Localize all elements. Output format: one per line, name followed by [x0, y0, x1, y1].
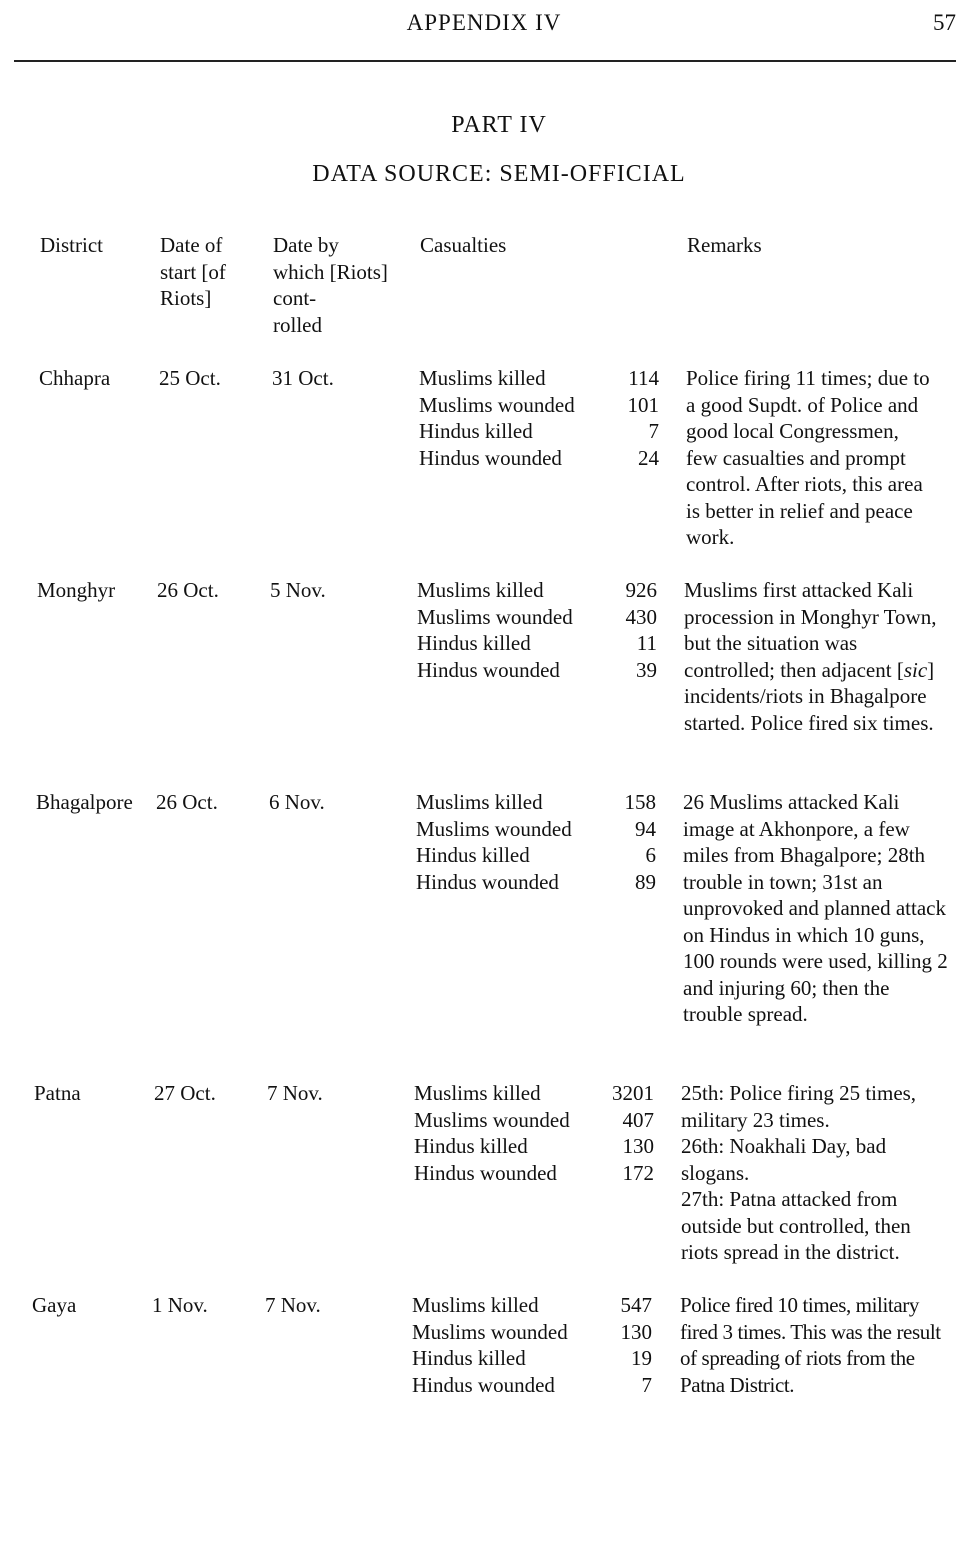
casualty-count: 11	[636, 631, 657, 655]
casualty-label: Hindus wounded	[412, 1372, 555, 1397]
casualty-label: Muslims wounded	[414, 1107, 570, 1132]
start-date-cell: 1 Nov.	[152, 1293, 208, 1317]
casualty-item	[417, 604, 657, 631]
casualty-label: Hindus killed	[412, 1346, 526, 1370]
casualty-item	[417, 577, 657, 604]
casualty-item	[419, 392, 659, 419]
casualty-item	[417, 630, 657, 657]
casualty-item	[416, 789, 656, 816]
part-title: PART IV	[451, 112, 547, 138]
district-cell: Patna	[34, 1081, 81, 1105]
casualty-label: Muslims killed	[417, 578, 544, 602]
casualty-count: 172	[622, 1160, 654, 1185]
casualty-item	[412, 1372, 652, 1399]
district-cell: Bhagalpore	[36, 790, 133, 814]
controlled-date-cell: 31 Oct.	[272, 366, 334, 390]
casualty-label: Muslims killed	[419, 366, 546, 390]
casualty-count: 114	[628, 366, 659, 390]
start-date-cell: 27 Oct.	[154, 1081, 216, 1105]
casualty-label: Hindus wounded	[416, 869, 559, 894]
casualty-count: 24	[638, 445, 659, 470]
casualties-list	[412, 1292, 652, 1398]
page-number: 57	[933, 10, 956, 35]
casualty-count: 430	[625, 604, 657, 629]
casualty-label: Hindus wounded	[417, 657, 560, 682]
remarks-cell	[681, 1080, 951, 1266]
casualty-count: 89	[635, 869, 656, 894]
casualty-label: Muslims killed	[412, 1293, 539, 1317]
casualty-label: Muslims killed	[416, 790, 543, 814]
casualty-item	[416, 816, 656, 843]
casualty-count: 407	[622, 1107, 654, 1132]
remarks-cell: 26 Muslims attacked Kali image at Akhonpore, a few miles from Bhagalpore; 28th trouble in town; 31st an unprovoked and planned attack on Hindus in which 10 guns, 100 rounds were used, killing 2 and injuring 60; then the trouble spread.	[683, 790, 948, 1026]
casualty-item	[419, 418, 659, 445]
casualty-count: 7	[641, 1372, 652, 1397]
start-date-cell: 26 Oct.	[157, 578, 219, 602]
casualty-item	[414, 1133, 654, 1160]
casualty-count: 547	[620, 1293, 652, 1317]
start-date-cell: 25 Oct.	[159, 366, 221, 390]
controlled-date-cell: 6 Nov.	[269, 790, 325, 814]
remarks-text: ] incidents/riots in Bhagalpore started. Police fired six times.	[684, 657, 935, 735]
casualty-item	[414, 1080, 654, 1107]
casualty-label: Hindus killed	[419, 419, 533, 443]
remarks-line: 27th: Patna attacked from outside but controlled, then riots spread in the district.	[681, 1187, 911, 1264]
start-date-cell: 26 Oct.	[156, 790, 218, 814]
casualty-label: Muslims wounded	[416, 816, 572, 841]
column-header-remarks: Remarks	[687, 233, 762, 257]
casualty-item	[414, 1107, 654, 1134]
casualty-count: 39	[636, 657, 657, 682]
remarks-cell	[684, 577, 949, 736]
controlled-date-cell: 5 Nov.	[270, 578, 326, 602]
casualty-count: 6	[645, 843, 656, 867]
casualty-count: 19	[631, 1346, 652, 1370]
district-cell: Gaya	[32, 1293, 77, 1317]
source-title: DATA SOURCE: SEMI-OFFICIAL	[312, 161, 686, 187]
remarks-line: 25th: Police firing 25 times, military 23 times.	[681, 1081, 917, 1132]
casualty-count: 3201	[612, 1081, 654, 1105]
district-cell: Monghyr	[37, 578, 116, 602]
controlled-date-cell: 7 Nov.	[265, 1293, 321, 1317]
column-header-controlled: Date by which [Riots] cont- rolled	[273, 233, 388, 337]
casualty-item	[414, 1160, 654, 1187]
column-header-casualties: Casualties	[420, 233, 507, 257]
casualty-label: Muslims killed	[414, 1081, 541, 1105]
casualty-label: Hindus wounded	[414, 1160, 557, 1185]
casualty-item	[416, 842, 656, 869]
casualty-label: Hindus wounded	[419, 445, 562, 470]
casualty-item	[412, 1319, 652, 1346]
casualty-item	[419, 445, 659, 472]
casualties-list	[419, 365, 659, 471]
casualty-count: 926	[625, 578, 657, 602]
casualty-count: 158	[624, 790, 656, 814]
casualty-item	[417, 657, 657, 684]
casualty-count: 130	[620, 1319, 652, 1344]
casualty-count: 101	[627, 392, 659, 417]
casualty-item	[419, 365, 659, 392]
casualties-list	[417, 577, 657, 683]
district-cell: Chhapra	[39, 366, 111, 390]
remarks-cell: Police firing 11 times; due to a good Supdt. of Police and good local Congressmen, few casualties and prompt control. After riots, this area is better in relief and peace work.	[686, 366, 930, 549]
header-rule	[14, 60, 956, 62]
remarks-sic: sic	[903, 657, 928, 682]
casualty-item	[416, 869, 656, 896]
casualty-label: Muslims wounded	[417, 604, 573, 629]
remarks-line: 26th: Noakhali Day, bad slogans.	[681, 1134, 887, 1185]
running-title: APPENDIX IV	[406, 10, 562, 35]
casualty-count: 94	[635, 816, 656, 841]
casualty-label: Hindus killed	[414, 1134, 528, 1158]
casualty-item	[412, 1345, 652, 1372]
casualty-count: 130	[622, 1134, 654, 1158]
casualty-label: Hindus killed	[417, 631, 531, 655]
casualty-item	[412, 1292, 652, 1319]
column-header-start: Date of start [of Riots]	[160, 233, 226, 310]
page-header	[0, 10, 968, 50]
remarks-cell: Police fired 10 times, military fired 3 times. This was the result of spreading of riots from the Patna District.	[680, 1293, 941, 1397]
controlled-date-cell: 7 Nov.	[267, 1081, 323, 1105]
casualties-list	[416, 789, 656, 895]
casualty-label: Hindus killed	[416, 843, 530, 867]
column-header-district: District	[40, 233, 103, 257]
casualty-count: 7	[648, 419, 659, 443]
casualty-label: Muslims wounded	[419, 392, 575, 417]
remarks-text: Muslims first attacked Kali procession in Monghyr Town, but the situation was controlled; then adjacent [	[684, 578, 937, 682]
casualty-label: Muslims wounded	[412, 1319, 568, 1344]
casualties-list	[414, 1080, 654, 1186]
